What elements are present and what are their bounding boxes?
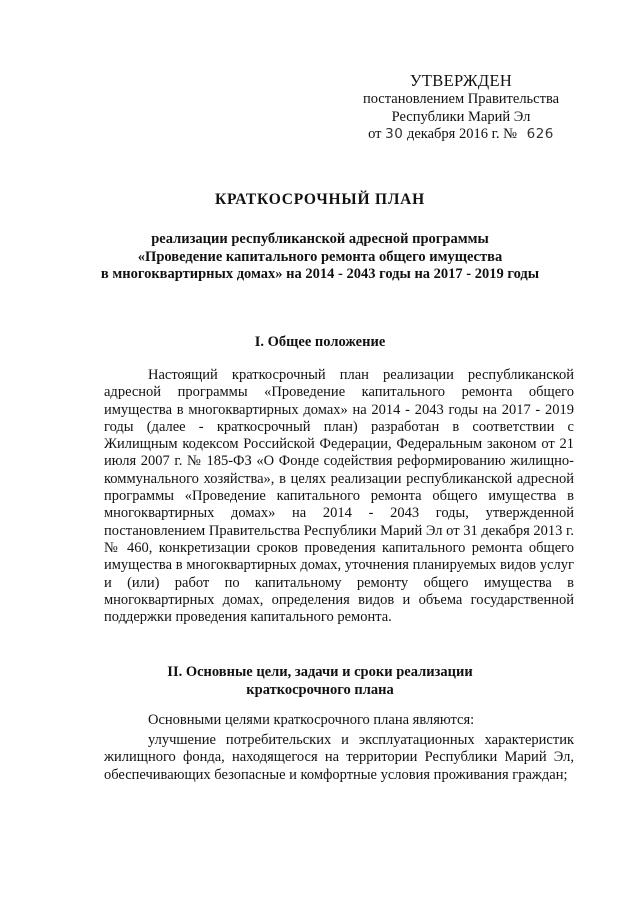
section-2-heading <box>0 664 640 699</box>
section-2-heading-line-2: краткосрочного плана <box>246 681 394 698</box>
approval-line-1: постановлением Правительства <box>362 91 560 107</box>
section-1-paragraph: Настоящий краткосрочный план реализации республиканской адресной программы «Проведение капитального ремонта общего имущества в многоквартирных домах» на 2014 - 2043 годы на 2017 - 2019 годы (далее - краткосрочный план) разработан в соответствии с Жилищным кодексом Российской Федерации, Федеральным законом от 21 июля 2007 г. № 185-ФЗ «О Фонде содействия реформированию жилищно-коммунального хозяйства», в целях реализации республиканской адресной программы «Проведение капитального ремонта общего имущества в многоквартирных домах» на 2014 - 2043 годы, утвержденной постановлением Правительства Республики Марий Эл от 31 декабря 2013 г. № 460, конкретизации сроков проведения капитального ремонта общего имущества в многоквартирных домах, уточнения планируемых видов услуг и (или) работ по капитальному ремонту общего имущества в многоквартирных домах, определения видов и объема государственной поддержки проведения капитального ремонта. <box>104 367 574 626</box>
subtitle-line-2: «Проведение капитального ремонта общего имущества <box>137 248 503 265</box>
document-title: КРАТКОСРОЧНЫЙ ПЛАН <box>214 191 426 208</box>
subtitle-line-1: реализации республиканской адресной программы <box>151 231 489 247</box>
document-subtitle <box>60 231 580 284</box>
approval-date-day: 30 <box>385 126 404 142</box>
approval-date-line <box>346 126 576 144</box>
section-2-heading-line-1: II. Основные цели, задачи и сроки реализации <box>167 664 473 680</box>
approval-line-2: Республики Марий Эл <box>391 108 531 125</box>
approval-date-rest: декабря 2016 г. № <box>406 126 517 142</box>
section-2-item-1: улучшение потребительских и эксплуатационных характеристик жилищного фонда, находящегося на территории Республики Марий Эл, обеспечивающих безопасные и комфортные условия проживания граждан; <box>104 732 574 783</box>
subtitle-line-3: в многоквартирных домах» на 2014 - 2043 годы на 2017 - 2019 годы <box>100 266 540 282</box>
section-1-heading: I. Общее положение <box>254 334 386 350</box>
approval-heading: УТВЕРЖДЕН <box>409 71 513 90</box>
approval-date-prefix: от <box>368 126 382 142</box>
section-2-intro: Основными целями краткосрочного плана являются: <box>148 712 475 728</box>
approval-stamp <box>346 71 576 144</box>
approval-number: 626 <box>526 126 554 142</box>
